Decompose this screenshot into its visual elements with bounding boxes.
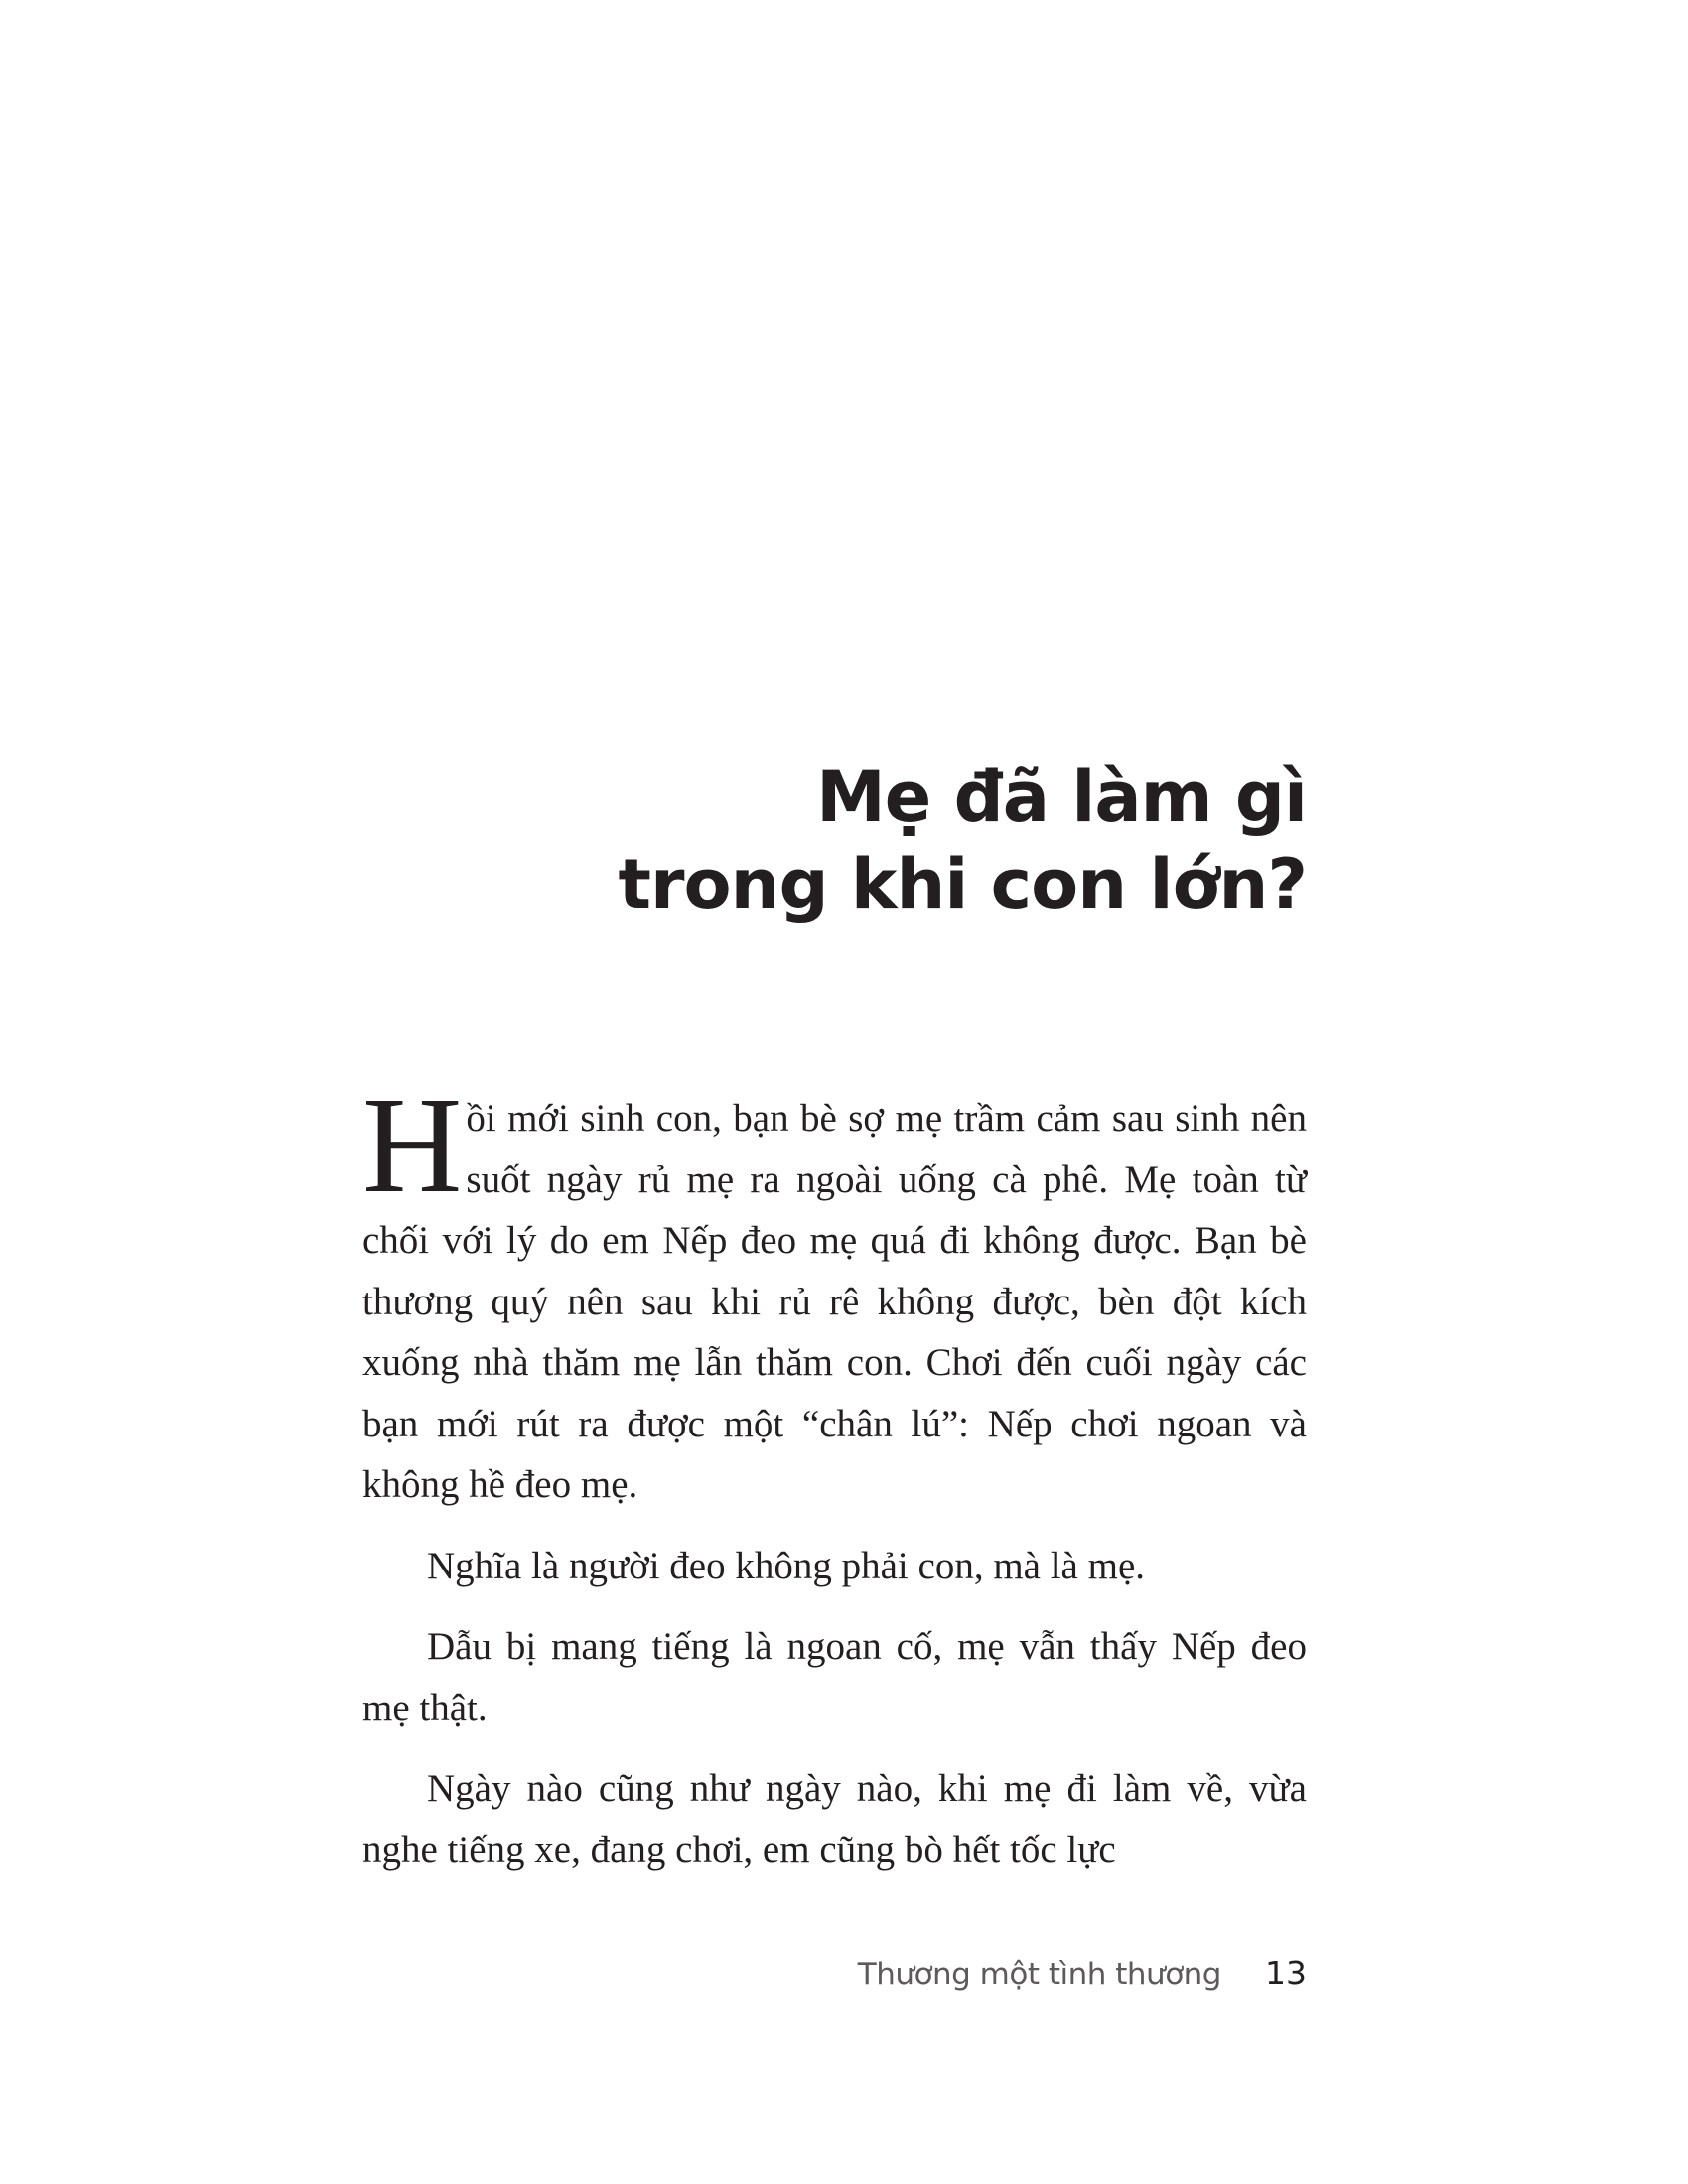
running-title: Thương một tình thương [857, 1957, 1221, 1992]
page-footer [858, 1954, 1307, 1994]
drop-cap: H [362, 1069, 463, 1222]
paragraph-1 [362, 1069, 1307, 1516]
paragraph-4: Ngày nào cũng như ngày nào, khi mẹ đi làm về, vừa nghe tiếng xe, đang chơi, em cũng bò hết tốc lực [362, 1767, 1307, 1871]
chapter-title-line-1: Mẹ đã làm gì [816, 755, 1307, 838]
body-text [362, 1069, 1307, 1880]
chapter-title [413, 753, 1307, 928]
paragraph-1-text: ồi mới sinh con, bạn bè sợ mẹ trầm cảm sau sinh nên suốt ngày rủ mẹ ra ngoài uống cà phê. Mẹ toàn từ chối với lý do em Nếp đeo mẹ quá đi không được. Bạn bè thương quý nên sau khi rủ rê không được, bèn đột kích xuống nhà thăm mẹ lẫn thăm con. Chơi đến cuối ngày các bạn mới rút ra được một “chân lú”: Nếp chơi ngoan và không hề đeo mẹ. [362, 1097, 1307, 1506]
paragraph-3: Dẫu bị mang tiếng là ngoan cố, mẹ vẫn thấy Nếp đeo mẹ thật. [362, 1625, 1307, 1729]
paragraph-2: Nghĩa là người đeo không phải con, mà là mẹ. [427, 1544, 1146, 1587]
chapter-title-line-2: trong khi con lớn? [618, 843, 1307, 925]
page-number: 13 [1265, 1954, 1307, 1992]
